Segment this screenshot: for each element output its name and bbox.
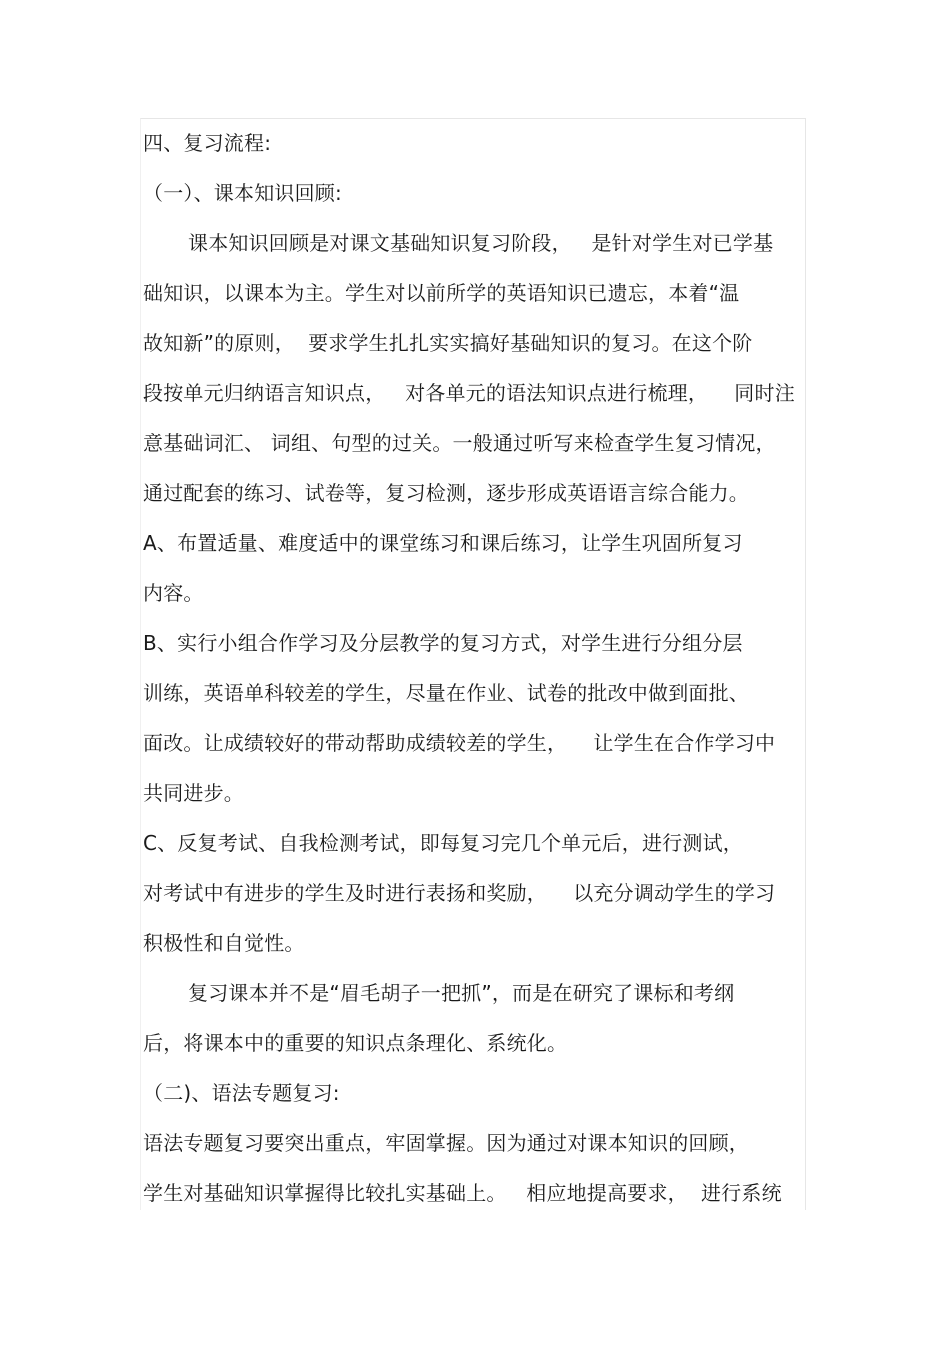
list-item-a: A、布置适量、难度适中的课堂练习和课后练习，让学生巩固所复习	[143, 531, 743, 555]
paragraph-line: 课本知识回顾是对课文基础知识复习阶段， 是针对学生对已学基	[188, 231, 774, 255]
section-heading: 四、复习流程:	[143, 131, 272, 155]
paragraph-line: 故知新”的原则， 要求学生扎扎实实搞好基础知识的复习。在这个阶	[143, 331, 753, 355]
paragraph-line: 后，将课本中的重要的知识点条理化、系统化。	[143, 1031, 568, 1055]
list-item-a-cont: 内容。	[143, 581, 204, 605]
list-item-b: B、实行小组合作学习及分层教学的复习方式，对学生进行分组分层	[143, 631, 743, 655]
list-item-b-cont: 共同进步。	[143, 781, 244, 805]
list-item-b-cont: 训练，英语单科较差的学生，尽量在作业、试卷的批改中做到面批、	[143, 681, 749, 705]
paragraph-line: 通过配套的练习、试卷等，复习检测，逐步形成英语语言综合能力。	[143, 481, 749, 505]
subsection-heading: （二)、语法专题复习:	[143, 1081, 340, 1105]
paragraph-line: 段按单元归纳语言知识点， 对各单元的语法知识点进行梳理， 同时注	[143, 381, 795, 405]
paragraph-line: 语法专题复习要突出重点，牢固掌握。因为通过对课本知识的回顾，	[143, 1131, 749, 1155]
list-item-c: C、反复考试、自我检测考试，即每复习完几个单元后，进行测试，	[143, 831, 743, 855]
paragraph-line: 学生对基础知识掌握得比较扎实基础上。 相应地提高要求， 进行系统	[143, 1181, 782, 1205]
list-item-c-cont: 对考试中有进步的学生及时进行表扬和奖励， 以充分调动学生的学习	[143, 881, 776, 905]
paragraph-line: 复习课本并不是“眉毛胡子一把抓”，而是在研究了课标和考纲	[188, 981, 735, 1005]
list-item-b-cont: 面改。让成绩较好的带动帮助成绩较差的学生， 让学生在合作学习中	[143, 731, 776, 755]
list-item-c-cont: 积极性和自觉性。	[143, 931, 305, 955]
paragraph-line: 意基础词汇、 词组、句型的过关。一般通过听写来检查学生复习情况，	[143, 431, 776, 455]
paragraph-line: 础知识，以课本为主。学生对以前所学的英语知识已遗忘，本着“温	[143, 281, 740, 305]
subsection-heading: （一）、课本知识回顾:	[143, 181, 342, 205]
